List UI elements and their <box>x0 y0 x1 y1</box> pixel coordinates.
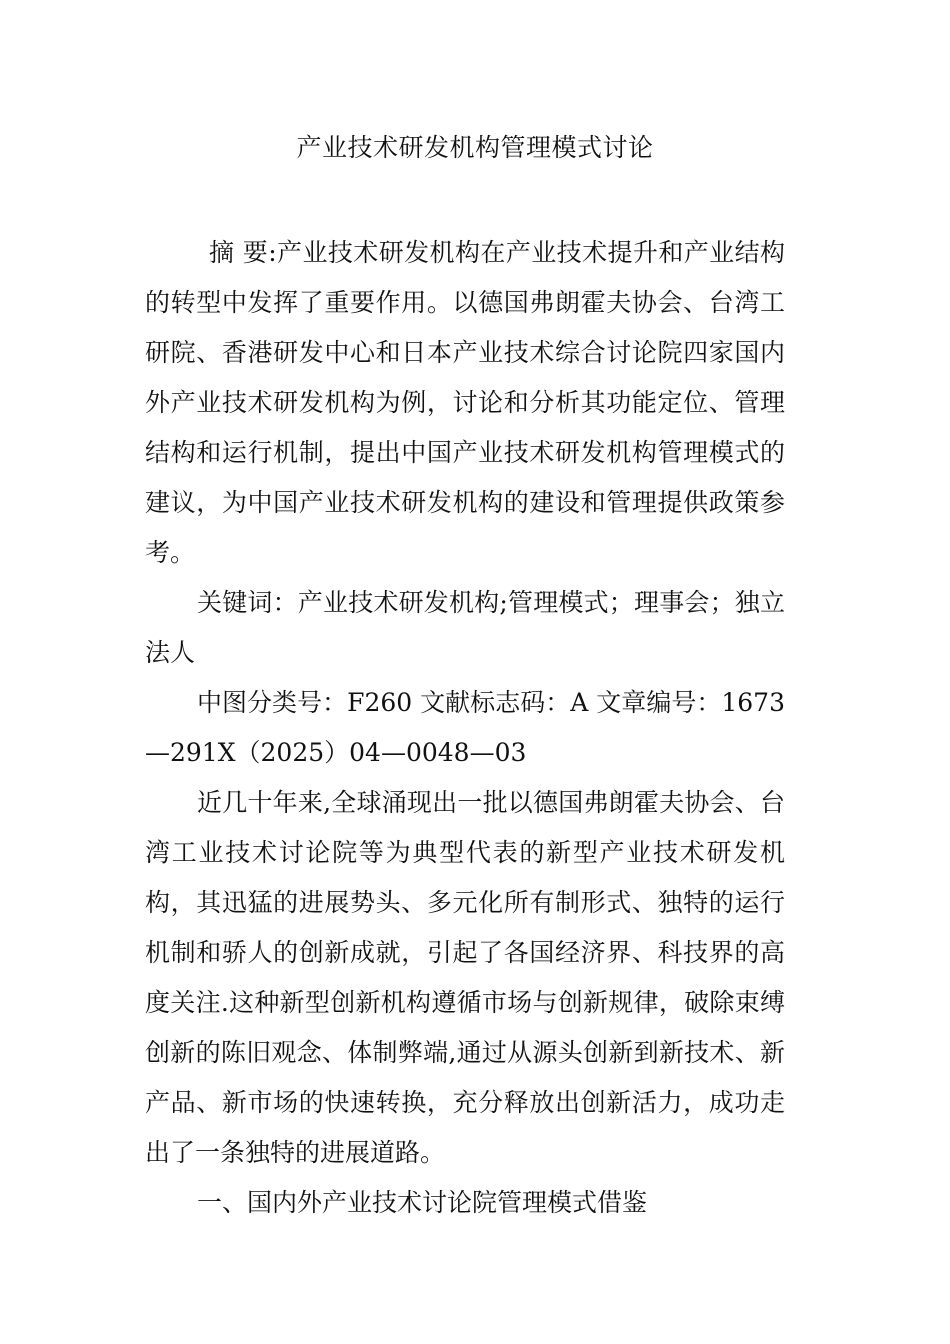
section-heading: 一、国内外产业技术讨论院管理模式借鉴 <box>197 1188 648 1217</box>
classification-paragraph: 中图分类号：F260 文献标志码：A 文章编号：1673—291X（2025）04—0048—03 <box>145 688 785 767</box>
document-body <box>145 228 785 1228</box>
intro-paragraph: 近几十年来,全球涌现出一批以德国弗朗霍夫协会、台湾工业技术讨论院等为典型代表的新型产业技术研发机构，其迅猛的进展势头、多元化所有制形式、独特的运行机制和骄人的创新成就，引起了各国经济界、科技界的高度关注.这种新型创新机构遵循市场与创新规律，破除束缚创新的陈旧观念、体制弊端,通过从源头创新到新技术、新产品、新市场的快速转换，充分释放出创新活力，成功走出了一条独特的进展道路。 <box>145 788 785 1167</box>
keywords-paragraph: 关键词：产业技术研发机构;管理模式；理事会；独立法人 <box>145 588 785 667</box>
document-title: 产业技术研发机构管理模式讨论 <box>296 133 654 162</box>
abstract-paragraph: 摘 要:产业技术研发机构在产业技术提升和产业结构的转型中发挥了重要作用。以德国弗朗霍夫协会、台湾工研院、香港研发中心和日本产业技术综合讨论院四家国内外产业技术研发机构为例，讨论和分析其功能定位、管理结构和运行机制，提出中国产业技术研发机构管理模式的建议，为中国产业技术研发机构的建设和管理提供政策参考。 <box>145 238 785 567</box>
